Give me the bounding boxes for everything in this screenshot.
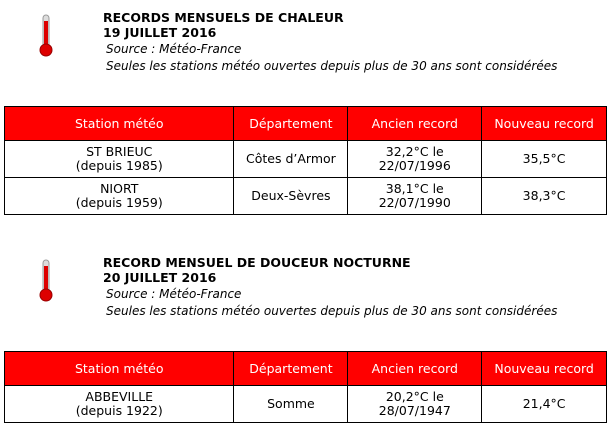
department-cell: Deux-Sèvres <box>234 178 348 215</box>
table-header <box>5 352 607 386</box>
old-record-cell: 38,1°C le 22/07/1990 <box>348 178 482 215</box>
station-cell: NIORT (depuis 1959) <box>5 178 234 215</box>
section-date: 20 JUILLET 2016 <box>103 270 217 285</box>
new-record-cell: 38,3°C <box>482 178 607 215</box>
records-table <box>4 351 607 423</box>
thermometer-icon <box>36 258 56 302</box>
department-cell: Côtes d’Armor <box>234 141 348 178</box>
table-row <box>5 386 607 423</box>
column-header: Ancien record <box>348 107 482 141</box>
column-header: Station météo <box>5 352 234 386</box>
table-header <box>5 107 607 141</box>
thermometer-icon <box>36 13 56 57</box>
column-header: Station météo <box>5 107 234 141</box>
column-header: Nouveau record <box>482 107 607 141</box>
column-header: Nouveau record <box>482 352 607 386</box>
table-row <box>5 178 607 215</box>
note-text: Seules les stations météo ouvertes depuis plus de 30 ans sont considérées <box>106 59 558 73</box>
section-title: RECORD MENSUEL DE DOUCEUR NOCTURNE <box>103 255 411 270</box>
department-cell: Somme <box>234 386 348 423</box>
records-table <box>4 106 607 215</box>
station-cell: ST BRIEUC (depuis 1985) <box>5 141 234 178</box>
new-record-cell: 21,4°C <box>482 386 607 423</box>
section-title: RECORDS MENSUELS DE CHALEUR <box>103 10 344 25</box>
column-header: Département <box>234 107 348 141</box>
new-record-cell: 35,5°C <box>482 141 607 178</box>
column-header: Département <box>234 352 348 386</box>
section-date: 19 JUILLET 2016 <box>103 25 217 40</box>
source-text: Source : Météo-France <box>106 42 242 56</box>
column-header: Ancien record <box>348 352 482 386</box>
old-record-cell: 20,2°C le 28/07/1947 <box>348 386 482 423</box>
old-record-cell: 32,2°C le 22/07/1996 <box>348 141 482 178</box>
source-text: Source : Météo-France <box>106 287 242 301</box>
note-text: Seules les stations météo ouvertes depuis plus de 30 ans sont considérées <box>106 304 558 318</box>
table-row <box>5 141 607 178</box>
station-cell: ABBEVILLE (depuis 1922) <box>5 386 234 423</box>
